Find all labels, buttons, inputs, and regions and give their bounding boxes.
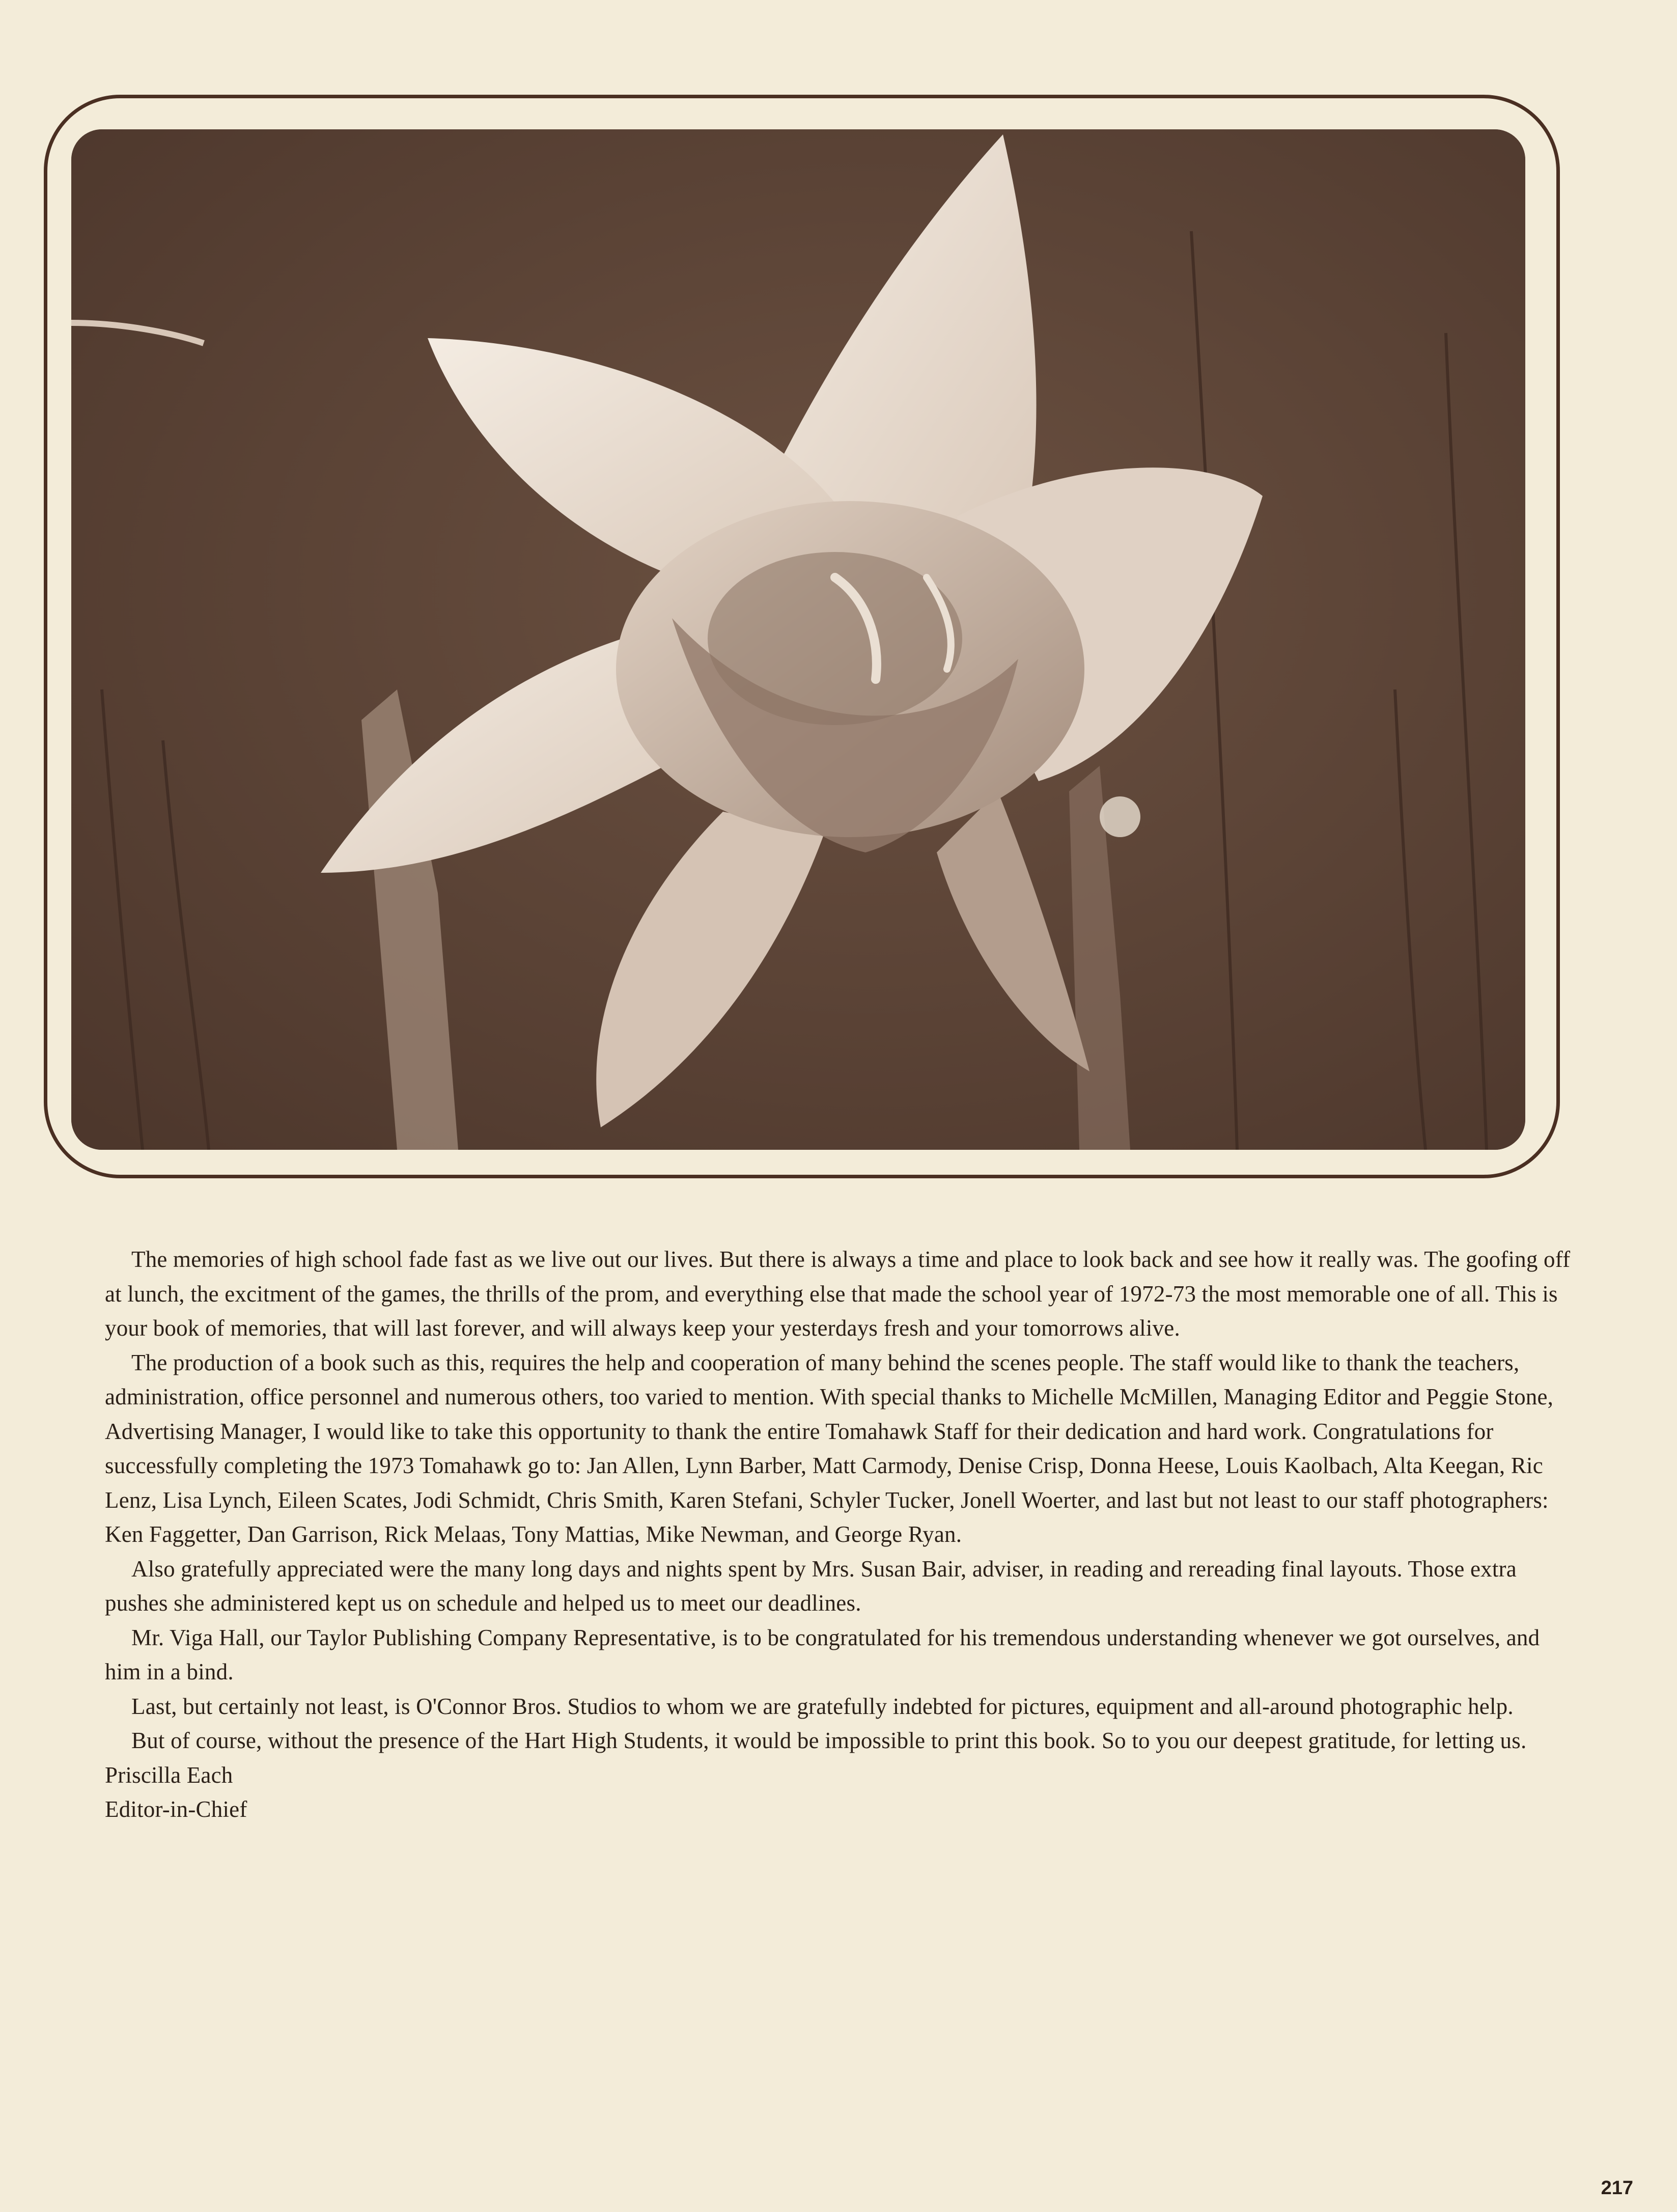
daffodil-illustration xyxy=(71,129,1525,1150)
paragraph-students: But of course, without the presence of the Hart High Students, it would be impossible to print this book. So to you our deepest gratitude, for letting us. xyxy=(131,1728,1527,1753)
paragraph-publisher-rep: Mr. Viga Hall, our Taylor Publishing Company Representative, is to be congratulated for his tremendous understanding whenever we got ourselves, and him in a bind. xyxy=(105,1624,1540,1684)
signature-name: Priscilla Each xyxy=(105,1762,233,1788)
paragraph-adviser: Also gratefully appreciated were the many long days and nights spent by Mrs. Susan Bair, adviser, in reading and rereading final layouts. Those extra pushes she administered kept us on schedule and helped us to meet our deadlines. xyxy=(105,1556,1517,1616)
signature-title: Editor-in-Chief xyxy=(105,1796,247,1822)
paragraph-studio: Last, but certainly not least, is O'Connor Bros. Studios to whom we are gratefully indebted for pictures, equipment and all-around photographic help. xyxy=(131,1693,1514,1719)
paragraph-staff-thanks: The production of a book such as this, requires the help and cooperation of many behind the scenes people. The staff would like to thank the teachers, administration, office personnel and numerous others, too varied to mention. With special thanks to Michelle McMillen, Managing Editor and Peggie Stone, Advertising Manager, I would like to take this opportunity to thank the entire Tomahawk Staff for their dedication and hard work. Congratulations for successfully completing the 1973 Tomahawk go to: Jan Allen, Lynn Barber, Matt Carmody, Denise Crisp, Donna Heese, Louis Kaolbach, Alta Keegan, Ric Lenz, Lisa Lynch, Eileen Scates, Jodi Schmidt, Chris Smith, Karen Stefani, Schyler Tucker, Jonell Woerter, and last but not least to our staff photographers: Ken Faggetter, Dan Garrison, Rick Melaas, Tony Mattias, Mike Newman, and George Ryan. xyxy=(105,1349,1554,1547)
daffodil-photo xyxy=(71,129,1525,1150)
editor-letter xyxy=(105,1242,1581,1827)
page-number: 217 xyxy=(1601,2177,1633,2199)
paragraph-memories: The memories of high school fade fast as we live out our lives. But there is always a time and place to look back and see how it really was. The goofing off at lunch, the excitment of the games, the thrills of the prom, and everything else that made the school year of 1972-73 the most memorable one of all. This is your book of memories, that will last forever, and will always keep your yesterdays fresh and your tomorrows alive. xyxy=(105,1247,1571,1341)
